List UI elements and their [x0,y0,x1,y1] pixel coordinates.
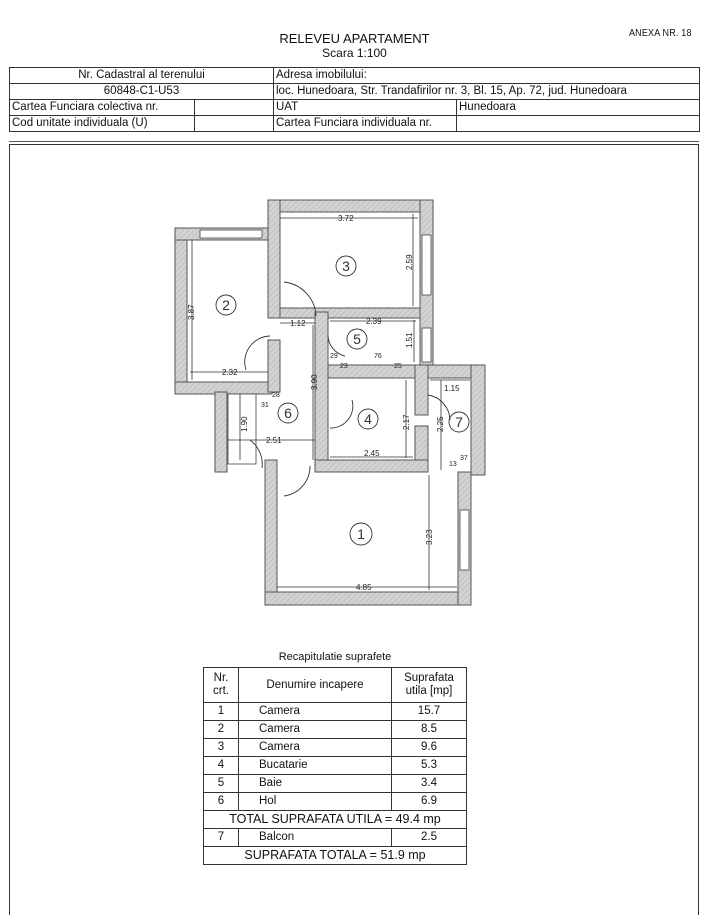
dim-room1-width: 4.85 [356,583,372,592]
table-row [204,829,467,847]
row-nr: 5 [204,775,239,793]
address-value: loc. Hunedoara, Str. Trandafirilor nr. 3, Bl. 15, Ap. 72, jud. Hunedoara [274,84,700,100]
cf-individual-label: Cartea Funciara individuala nr. [274,116,457,132]
dim-31: 31 [261,402,269,409]
cf-collective-label: Cartea Funciara colectiva nr. [10,100,195,116]
total-useful: TOTAL SUPRAFATA UTILA = 49.4 mp [204,811,467,829]
row-nr: 7 [204,829,239,847]
address-label: Adresa imobilului: [274,68,700,84]
total-useful-row [204,811,467,829]
dim-25: 25 [394,363,402,370]
document-title: RELEVEU APARTAMENT [279,31,430,46]
room-number-1: 1 [357,526,365,542]
row-area: 8.5 [392,721,467,739]
table-row [204,775,467,793]
room-number-3: 3 [342,258,350,274]
scale-label: Scara 1:100 [322,46,387,60]
dim-room3-width: 3.72 [338,214,354,223]
dim-room5-width: 2.39 [366,317,382,326]
row-area: 9.6 [392,739,467,757]
row-name: Hol [239,793,392,811]
table-row [204,721,467,739]
recap-title: Recapitulatie suprafete [278,651,392,663]
room-number-2: 2 [222,297,230,313]
row-name: Camera [239,703,392,721]
row-name: Balcon [239,829,392,847]
row-area: 6.9 [392,793,467,811]
row-nr: 4 [204,757,239,775]
dim-room1-height: 3.23 [425,529,434,545]
dim-balcony-height: 2.25 [436,416,445,432]
dim-76: 76 [374,353,382,360]
header-nr: Nr. crt. [204,668,239,703]
cadastral-value: 60848-C1-U53 [10,84,274,100]
dim-room3-height: 2.59 [405,254,414,270]
dim-room5-height: 1.51 [405,332,414,348]
unit-code-label: Cod unitate individuala (U) [10,116,195,132]
dim-23: 23 [340,363,348,370]
header-name: Denumire incapere [239,668,392,703]
total-row [204,847,467,865]
dim-hall-width: 2.51 [266,436,282,445]
uat-label: UAT [274,100,457,116]
cadastral-label: Nr. Cadastral al terenului [10,68,274,84]
row-area: 15.7 [392,703,467,721]
total-area: SUPRAFATA TOTALA = 51.9 mp [204,847,467,865]
row-name: Bucatarie [239,757,392,775]
row-nr: 3 [204,739,239,757]
dim-28: 28 [272,392,280,399]
dim-room2-height: 3.87 [187,304,196,320]
annex-label: ANEXA NR. 18 [629,28,692,39]
dim-hall-small: 1.90 [240,416,249,432]
table-row [204,793,467,811]
table-row [204,757,467,775]
uat-value: Hunedoara [457,100,700,116]
row-nr: 1 [204,703,239,721]
row-nr: 2 [204,721,239,739]
recap-table [203,667,467,865]
dim-room4-width: 2.45 [364,449,380,458]
row-nr: 6 [204,793,239,811]
row-area: 3.4 [392,775,467,793]
room-number-4: 4 [364,411,372,427]
dim-29: 29 [330,353,338,360]
dim-balcony-width: 1.15 [444,384,460,393]
table-row [204,703,467,721]
room-number-6: 6 [284,405,292,421]
dim-door: 1.12 [290,319,306,328]
room-number-5: 5 [353,331,361,347]
row-name: Camera [239,739,392,757]
dim-hall-height: 3.90 [310,374,319,390]
row-area: 2.5 [392,829,467,847]
table-row [204,739,467,757]
header-area: Suprafata utila [mp] [392,668,467,703]
walls [175,200,485,605]
dim-13: 13 [449,461,457,468]
row-area: 5.3 [392,757,467,775]
row-name: Camera [239,721,392,739]
dim-37: 37 [460,455,468,462]
recap-header-row [204,668,467,703]
dim-room2-width: 2.32 [222,368,238,377]
dim-room4-height: 2.17 [402,414,411,430]
room-number-7: 7 [455,414,463,430]
row-name: Baie [239,775,392,793]
